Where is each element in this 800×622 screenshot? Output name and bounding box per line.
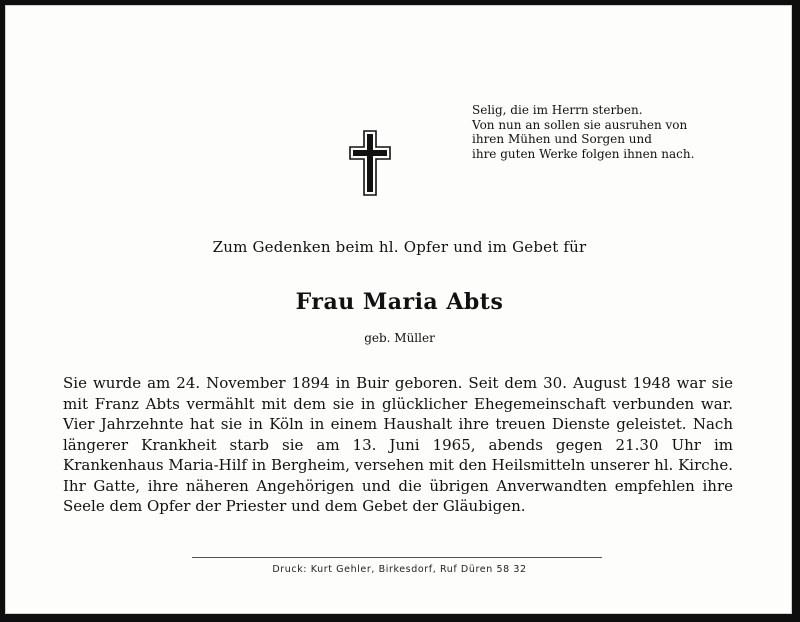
printer-imprint: Druck: Kurt Gehler, Birkesdorf, Ruf Düren 58 32 <box>272 564 527 575</box>
verse-line: ihren Mühen und Sorgen und <box>472 132 652 146</box>
memorial-card <box>5 5 792 614</box>
scripture-verse <box>472 103 772 161</box>
biography-text: Sie wurde am 24. November 1894 in Buir geboren. Seit dem 30. August 1948 war sie mit Franz Abts vermählt mit dem sie in glücklicher Ehegemeinschaft verbunden war. Vier Jahrzehnte hat sie in Köln in einem Haushalt ihre treuen Dienste geleistet. Nach längerer Krankheit starb sie am 13. Juni 1965, abends gegen 21.30 Uhr im Krankenhaus Maria-Hilf in Bergheim, versehen mit den Heilsmitteln unserer hl. Kirche. Ihr Gatte, ihre näheren Angehörigen und die übrigen Anverwandten empfehlen ihre Seele dem Opfer der Priester und dem Gebet der Gläubigen. <box>63 374 733 515</box>
divider-rule <box>192 557 602 558</box>
verse-line: Selig, die im Herrn sterben. <box>472 103 643 117</box>
dedication-line: Zum Gedenken beim hl. Opfer und im Gebet für <box>212 238 587 256</box>
verse-line: ihre guten Werke folgen ihnen nach. <box>472 146 695 161</box>
maiden-name: geb. Müller <box>364 331 435 345</box>
latin-cross-icon <box>349 130 391 196</box>
deceased-name: Frau Maria Abts <box>295 289 504 315</box>
verse-line: Von nun an sollen sie ausruhen von <box>472 117 688 132</box>
